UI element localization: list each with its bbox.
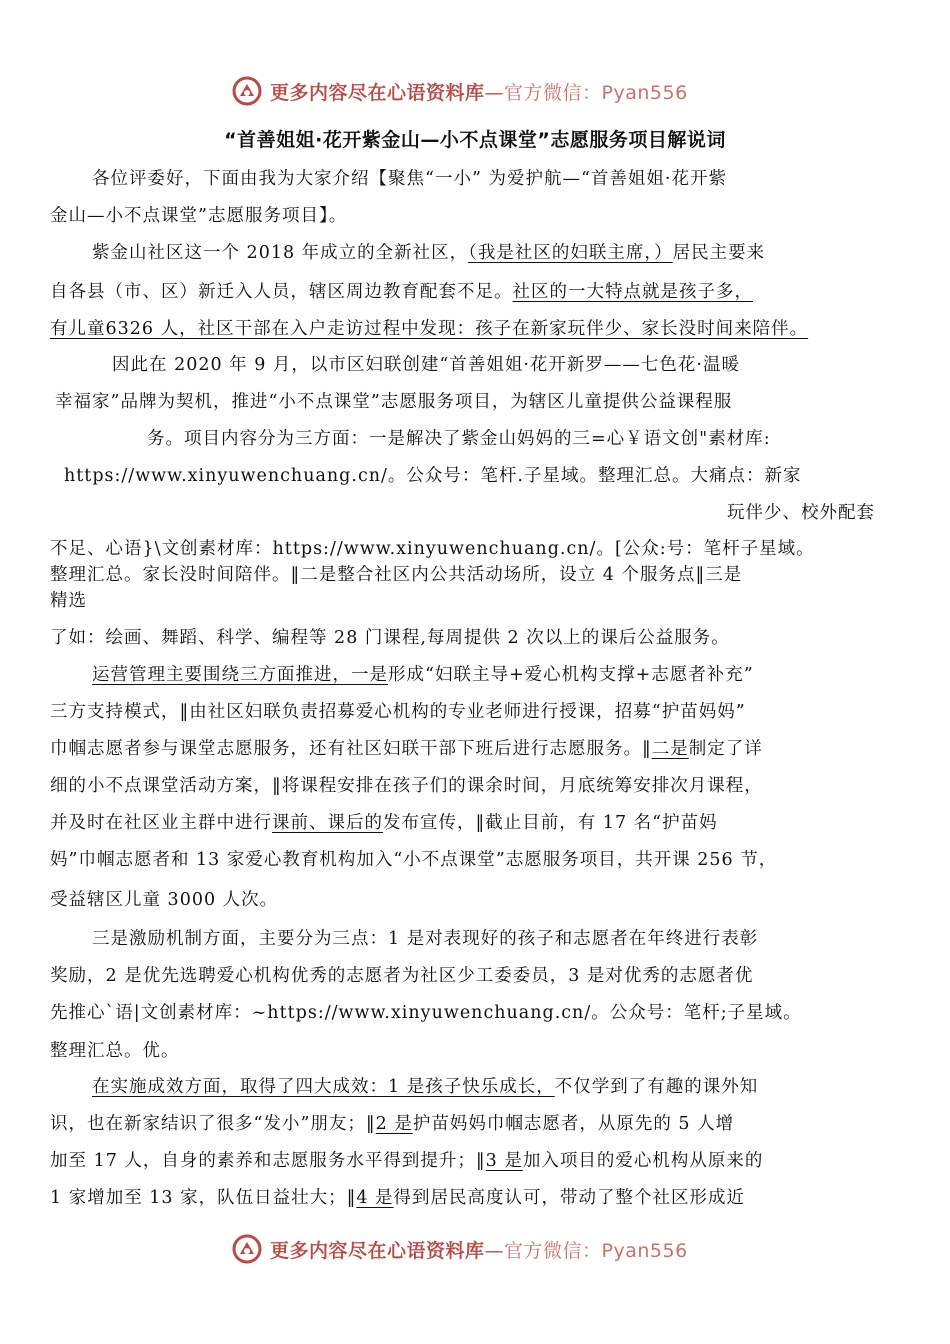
header-banner bbox=[232, 76, 688, 106]
text-line: https://www.xinyuwenchuang.cn/。公众号：笔杆.子星域。整理汇总。大痛点：新家 bbox=[64, 466, 802, 486]
text-line: 1 家增加至 13 家，队伍日益壮大；‖4 是得到居民高度认可，带动了整个社区形成近 bbox=[50, 1188, 746, 1208]
document-title: “首善姐姐·花开紫金山—小不点课堂”志愿服务项目解说词 bbox=[224, 129, 726, 151]
text-line: 自各县（市、区）新迁入人员，辖区周边教育配套不足。社区的一大特点就是孩子多， bbox=[50, 282, 753, 302]
text-line: 运营管理主要围绕三方面推进，一是形成“妇联主导+爱心机构支撑+志愿者补充” bbox=[92, 665, 754, 685]
text-line: 在实施成效方面，取得了四大成效：1 是孩子快乐成长，不仅学到了有趣的课外知 bbox=[92, 1077, 759, 1097]
banner-label: 更多内容尽在心语资料库—官方微信：Pyan556 bbox=[270, 1239, 688, 1262]
logo-icon bbox=[232, 76, 262, 106]
text-line: 三方支持模式，‖由社区妇联负责招募爱心机构的专业老师进行授课，招募“护苗妈妈” bbox=[50, 702, 746, 722]
text-line: 先推心`语|文创素材库：~https://www.xinyuwenchuang.cn/。公众号：笔杆;子星域。 bbox=[50, 1003, 802, 1023]
text-line: 金山—小不点课堂”志愿服务项目】。 bbox=[50, 206, 348, 226]
banner-label: 更多内容尽在心语资料库—官方微信：Pyan556 bbox=[270, 81, 688, 104]
logo-icon bbox=[232, 1234, 262, 1264]
text-line: 务。项目内容分为三方面：一是解决了紫金山妈妈的三=心￥语文创"素材库: bbox=[147, 429, 771, 449]
text-line: 加至 17 人，自身的素养和志愿服务水平得到提升；‖3 是加入项目的爱心机构从原来的 bbox=[50, 1151, 764, 1171]
text-line: 精选 bbox=[50, 591, 87, 611]
text-line: 三是激励机制方面，主要分为三点：1 是对表现好的孩子和志愿者在年终进行表彰 bbox=[92, 929, 759, 949]
text-line: 幸福家”品牌为契机，推进“小不点课堂”志愿服务项目，为辖区儿童提供公益课程服 bbox=[55, 392, 733, 412]
text-line: 紫金山社区这一个 2018 年成立的全新社区，（我是社区的妇联主席，）居民主要来 bbox=[92, 243, 766, 263]
text-line: 受益辖区儿童 3000 人次。 bbox=[50, 890, 279, 910]
footer-banner bbox=[232, 1234, 688, 1264]
text-line: 奖励，2 是优先选聘爱心机构优秀的志愿者为社区少工委委员，3 是对优秀的志愿者优 bbox=[50, 966, 754, 986]
text-line: 不足、心语}\文创素材库：https://www.xinyuwenchuang.cn/。[公众:号：笔杆子星域。 bbox=[50, 539, 815, 559]
text-line: 因此在 2020 年 9 月，以市区妇联创建“首善姐姐·花开新罗——七色花·温暖 bbox=[112, 355, 740, 375]
text-line: 有儿童6326 人，社区干部在入户走访过程中发现：孩子在新家玩伴少、家长没时间来陪伴。 bbox=[50, 319, 809, 339]
text-line: 妈”巾帼志愿者和 13 家爱心教育机构加入“小不点课堂”志愿服务项目，共开课 256 节， bbox=[50, 850, 778, 870]
text-line: 各位评委好，下面由我为大家介绍【聚焦“一小” 为爱护航—“首善姐姐·花开紫 bbox=[92, 169, 727, 189]
text-line: 巾帼志愿者参与课堂志愿服务，还有社区妇联干部下班后进行志愿服务。‖二是制定了详 bbox=[50, 739, 763, 759]
text-line: 细的小不点课堂活动方案，‖将课程安排在孩子们的课余时间，月底统筹安排次月课程， bbox=[50, 776, 763, 796]
text-line: 并及时在社区业主群中进行课前、课后的发布宣传，‖截止目前，有 17 名“护苗妈 bbox=[50, 813, 718, 833]
text-line: 玩伴少、校外配套 bbox=[727, 503, 875, 523]
text-line: 整理汇总。家长没时间陪伴。‖二是整合社区内公共活动场所，设立 4 个服务点‖三是 bbox=[50, 565, 743, 585]
text-line: 识，也在新家结识了很多“发小”朋友；‖2 是护苗妈妈巾帼志愿者，从原先的 5 人增 bbox=[50, 1114, 735, 1134]
text-line: 整理汇总。优。 bbox=[50, 1041, 180, 1061]
text-line: 了如：绘画、舞蹈、科学、编程等 28 门课程,每周提供 2 次以上的课后公益服务。 bbox=[50, 628, 730, 648]
